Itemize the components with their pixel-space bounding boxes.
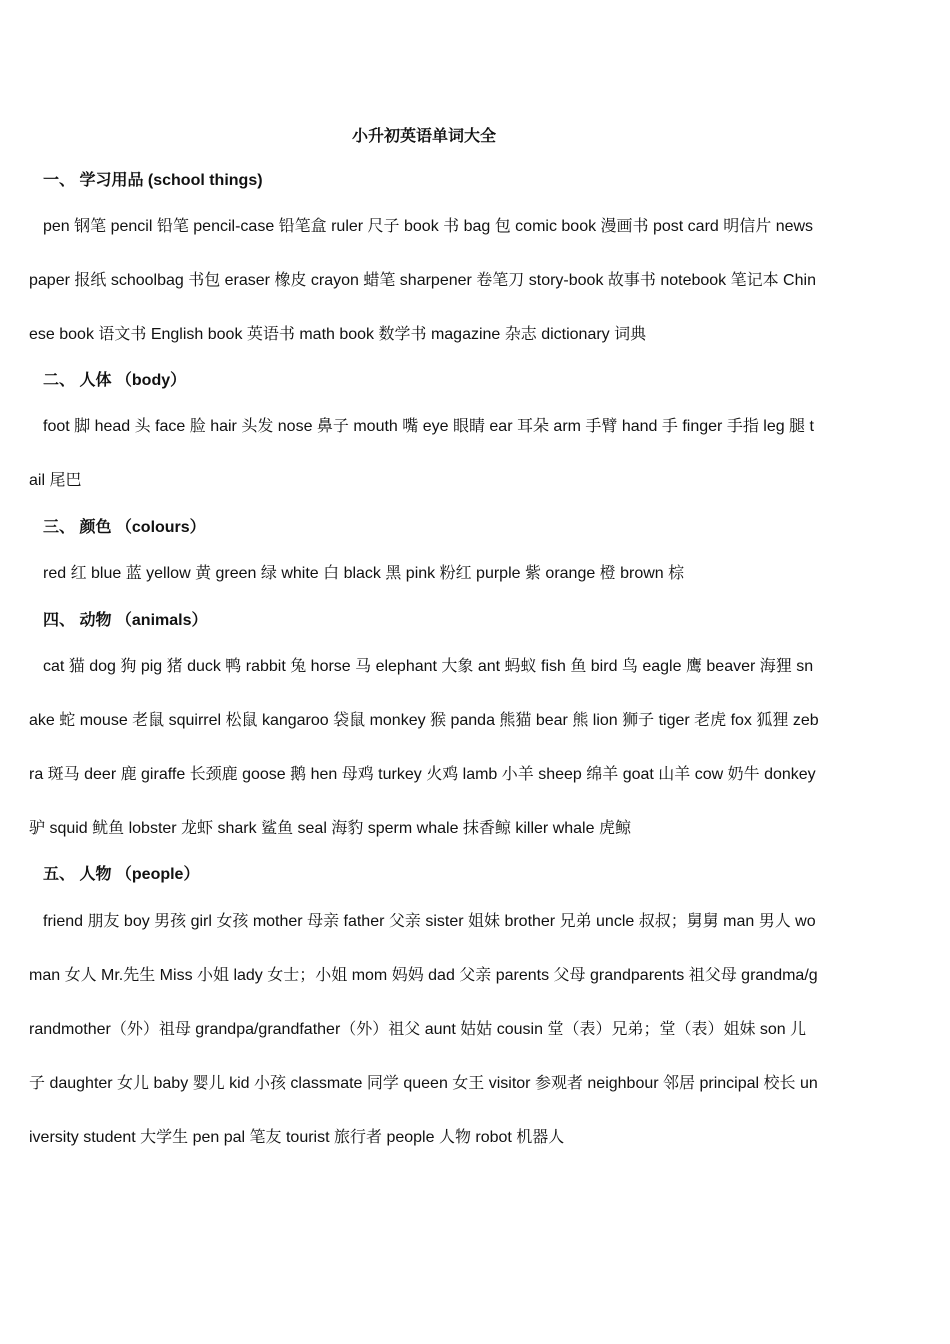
section-text-body: foot 脚 head 头 face 脸 hair 头发 nose 鼻子 mouth 嘴 eye 眼睛 ear 耳朵 arm 手臂 hand 手 finger 手指 leg 腿 tail 尾巴 xyxy=(29,418,814,489)
document-title: 小升初英语单词大全 xyxy=(351,128,496,145)
section-heading-colours: 三、 颜色 （colours） xyxy=(43,519,206,536)
section-text-people: friend 朋友 boy 男孩 girl 女孩 mother 母亲 father 父亲 sister 姐妹 brother 兄弟 uncle 叔叔；舅舅 man 男人 woman 女人 Mr.先生 Miss 小姐 lady 女士；小姐 mom 妈妈 dad 父亲 parents 父母 grandparents 祖父母 grandma/grandmother（外）祖母 grandpa/grandfather（外）祖父 aunt 姑姑 cousin 堂（表）兄弟；堂（表）姐妹 son 儿子 daughter 女儿 baby 婴儿 kid 小孩 classmate 同学 queen 女王 visitor 参观者 neighbour 邻居 principal 校长 university student 大学生 pen pal 笔友 tourist 旅行者 people 人物 robot 机器人 xyxy=(29,913,818,1146)
section-heading-people: 五、 人物 （people） xyxy=(43,866,200,883)
section-heading-school-things: 一、 学习用品 (school things) xyxy=(43,172,263,189)
section-heading-body: 二、 人体 （body） xyxy=(43,372,187,389)
section-heading-animals: 四、 动物 （animals） xyxy=(43,612,208,629)
section-text-animals: cat 猫 dog 狗 pig 猪 duck 鸭 rabbit 兔 horse 马 elephant 大象 ant 蚂蚁 fish 鱼 bird 鸟 eagle 鹰 beaver 海狸 snake 蛇 mouse 老鼠 squirrel 松鼠 kangaroo 袋鼠 monkey 猴 panda 熊猫 bear 熊 lion 狮子 tiger 老虎 fox 狐狸 zebra 斑马 deer 鹿 giraffe 长颈鹿 goose 鹅 hen 母鸡 turkey 火鸡 lamb 小羊 sheep 绵羊 goat 山羊 cow 奶牛 donkey 驴 squid 鱿鱼 lobster 龙虾 shark 鲨鱼 seal 海豹 sperm whale 抹香鲸 killer whale 虎鲸 xyxy=(29,658,819,837)
section-text-colours: red 红 blue 蓝 yellow 黄 green 绿 white 白 black 黑 pink 粉红 purple 紫 orange 橙 brown 棕 xyxy=(43,565,685,582)
section-text-school-things: pen 钢笔 pencil 铅笔 pencil-case 铅笔盒 ruler 尺子 book 书 bag 包 comic book 漫画书 post card 明信片 newspaper 报纸 schoolbag 书包 eraser 橡皮 crayon 蜡笔 sharpener 卷笔刀 story-book 故事书 notebook 笔记本 Chinese book 语文书 English book 英语书 math book 数学书 magazine 杂志 dictionary 词典 xyxy=(29,218,816,343)
